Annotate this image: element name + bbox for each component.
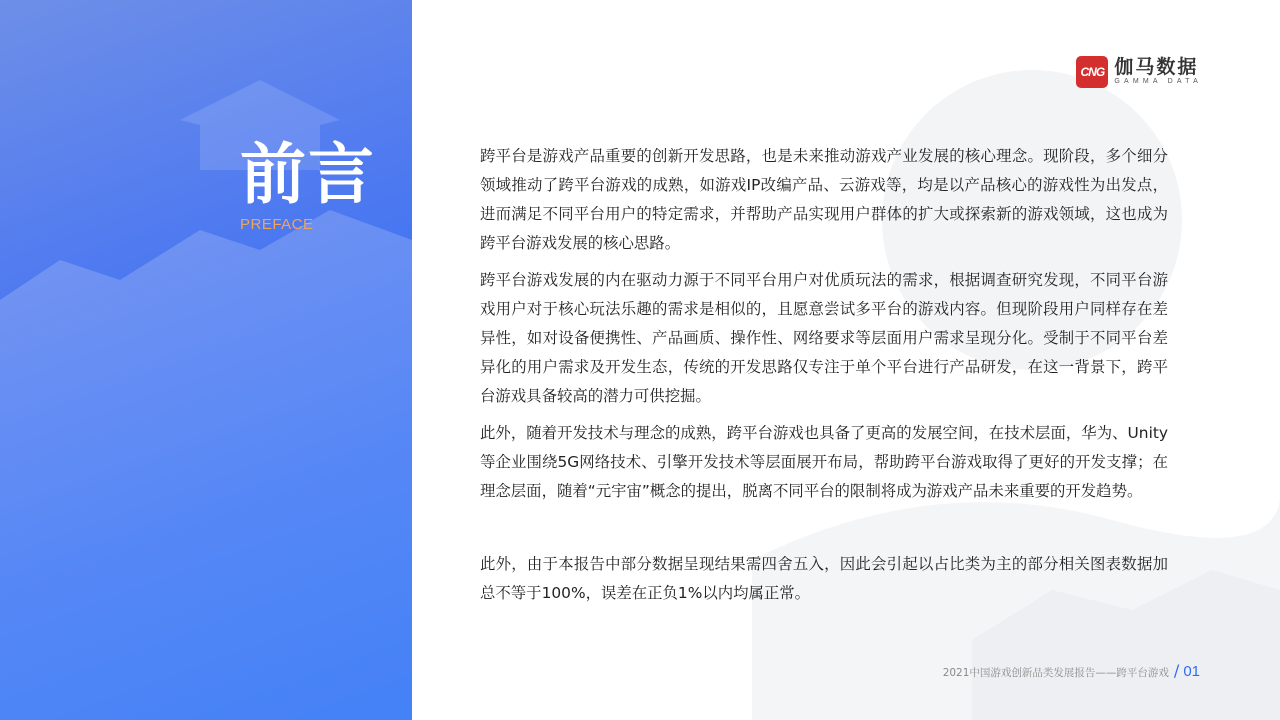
company-logo [1076,56,1202,88]
logo-name-en: GAMMA DATA [1114,78,1202,85]
logo-mark-icon: CNG [1076,56,1108,88]
page-number: 01 [1183,663,1200,680]
page-title: 前言 [240,136,376,213]
paragraph-1: 跨平台是游戏产品重要的创新开发思路，也是未来推动游戏产业发展的核心理念。现阶段，多个细分领域推动了跨平台游戏的成熟，如游戏IP改编产品、云游戏等，均是以产品核心的游戏性为出发点，进而满足不同平台用户的特定需求，并帮助产品实现用户群体的扩大或探索新的游戏领域，这也成为跨平台游戏发展的核心思路。 [480,147,1168,252]
left-blue-panel [0,0,412,720]
preface-body [480,142,1168,616]
background-artwork [0,0,412,720]
footer-separator: / [1173,661,1180,680]
paragraph-2: 跨平台游戏发展的内在驱动力源于不同平台用户对优质玩法的需求，根据调查研究发现，不同平台游戏用户对于核心玩法乐趣的需求是相似的，且愿意尝试多平台的游戏内容。但现阶段用户同样存在差异性，如对设备便携性、产品画质、操作性、网络要求等层面用户需求呈现分化。受制于不同平台差异化的用户需求及开发生态，传统的开发思路仅专注于单个平台进行产品研发，在这一背景下，跨平台游戏具备较高的潜力可供挖掘。 [480,271,1168,405]
footer-report-title: 2021中国游戏创新品类发展报告——跨平台游戏 [942,667,1169,679]
paragraph-3: 此外，随着开发技术与理念的成熟，跨平台游戏也具备了更高的发展空间，在技术层面，华为、Unity等企业围绕5G网络技术、引擎开发技术等层面展开布局，帮助跨平台游戏取得了更好的开发支撑；在理念层面，随着“元宇宙”概念的提出，脱离不同平台的限制将成为游戏产品未来重要的开发趋势。 [480,424,1168,500]
page-footer [943,661,1200,680]
rounding-note: 此外，由于本报告中部分数据呈现结果需四舍五入，因此会引起以占比类为主的部分相关图表数据加总不等于100%，误差在正负1%以内均属正常。 [480,555,1168,602]
page-subtitle: PREFACE [240,216,314,233]
logo-name-cn: 伽马数据 [1114,56,1199,78]
